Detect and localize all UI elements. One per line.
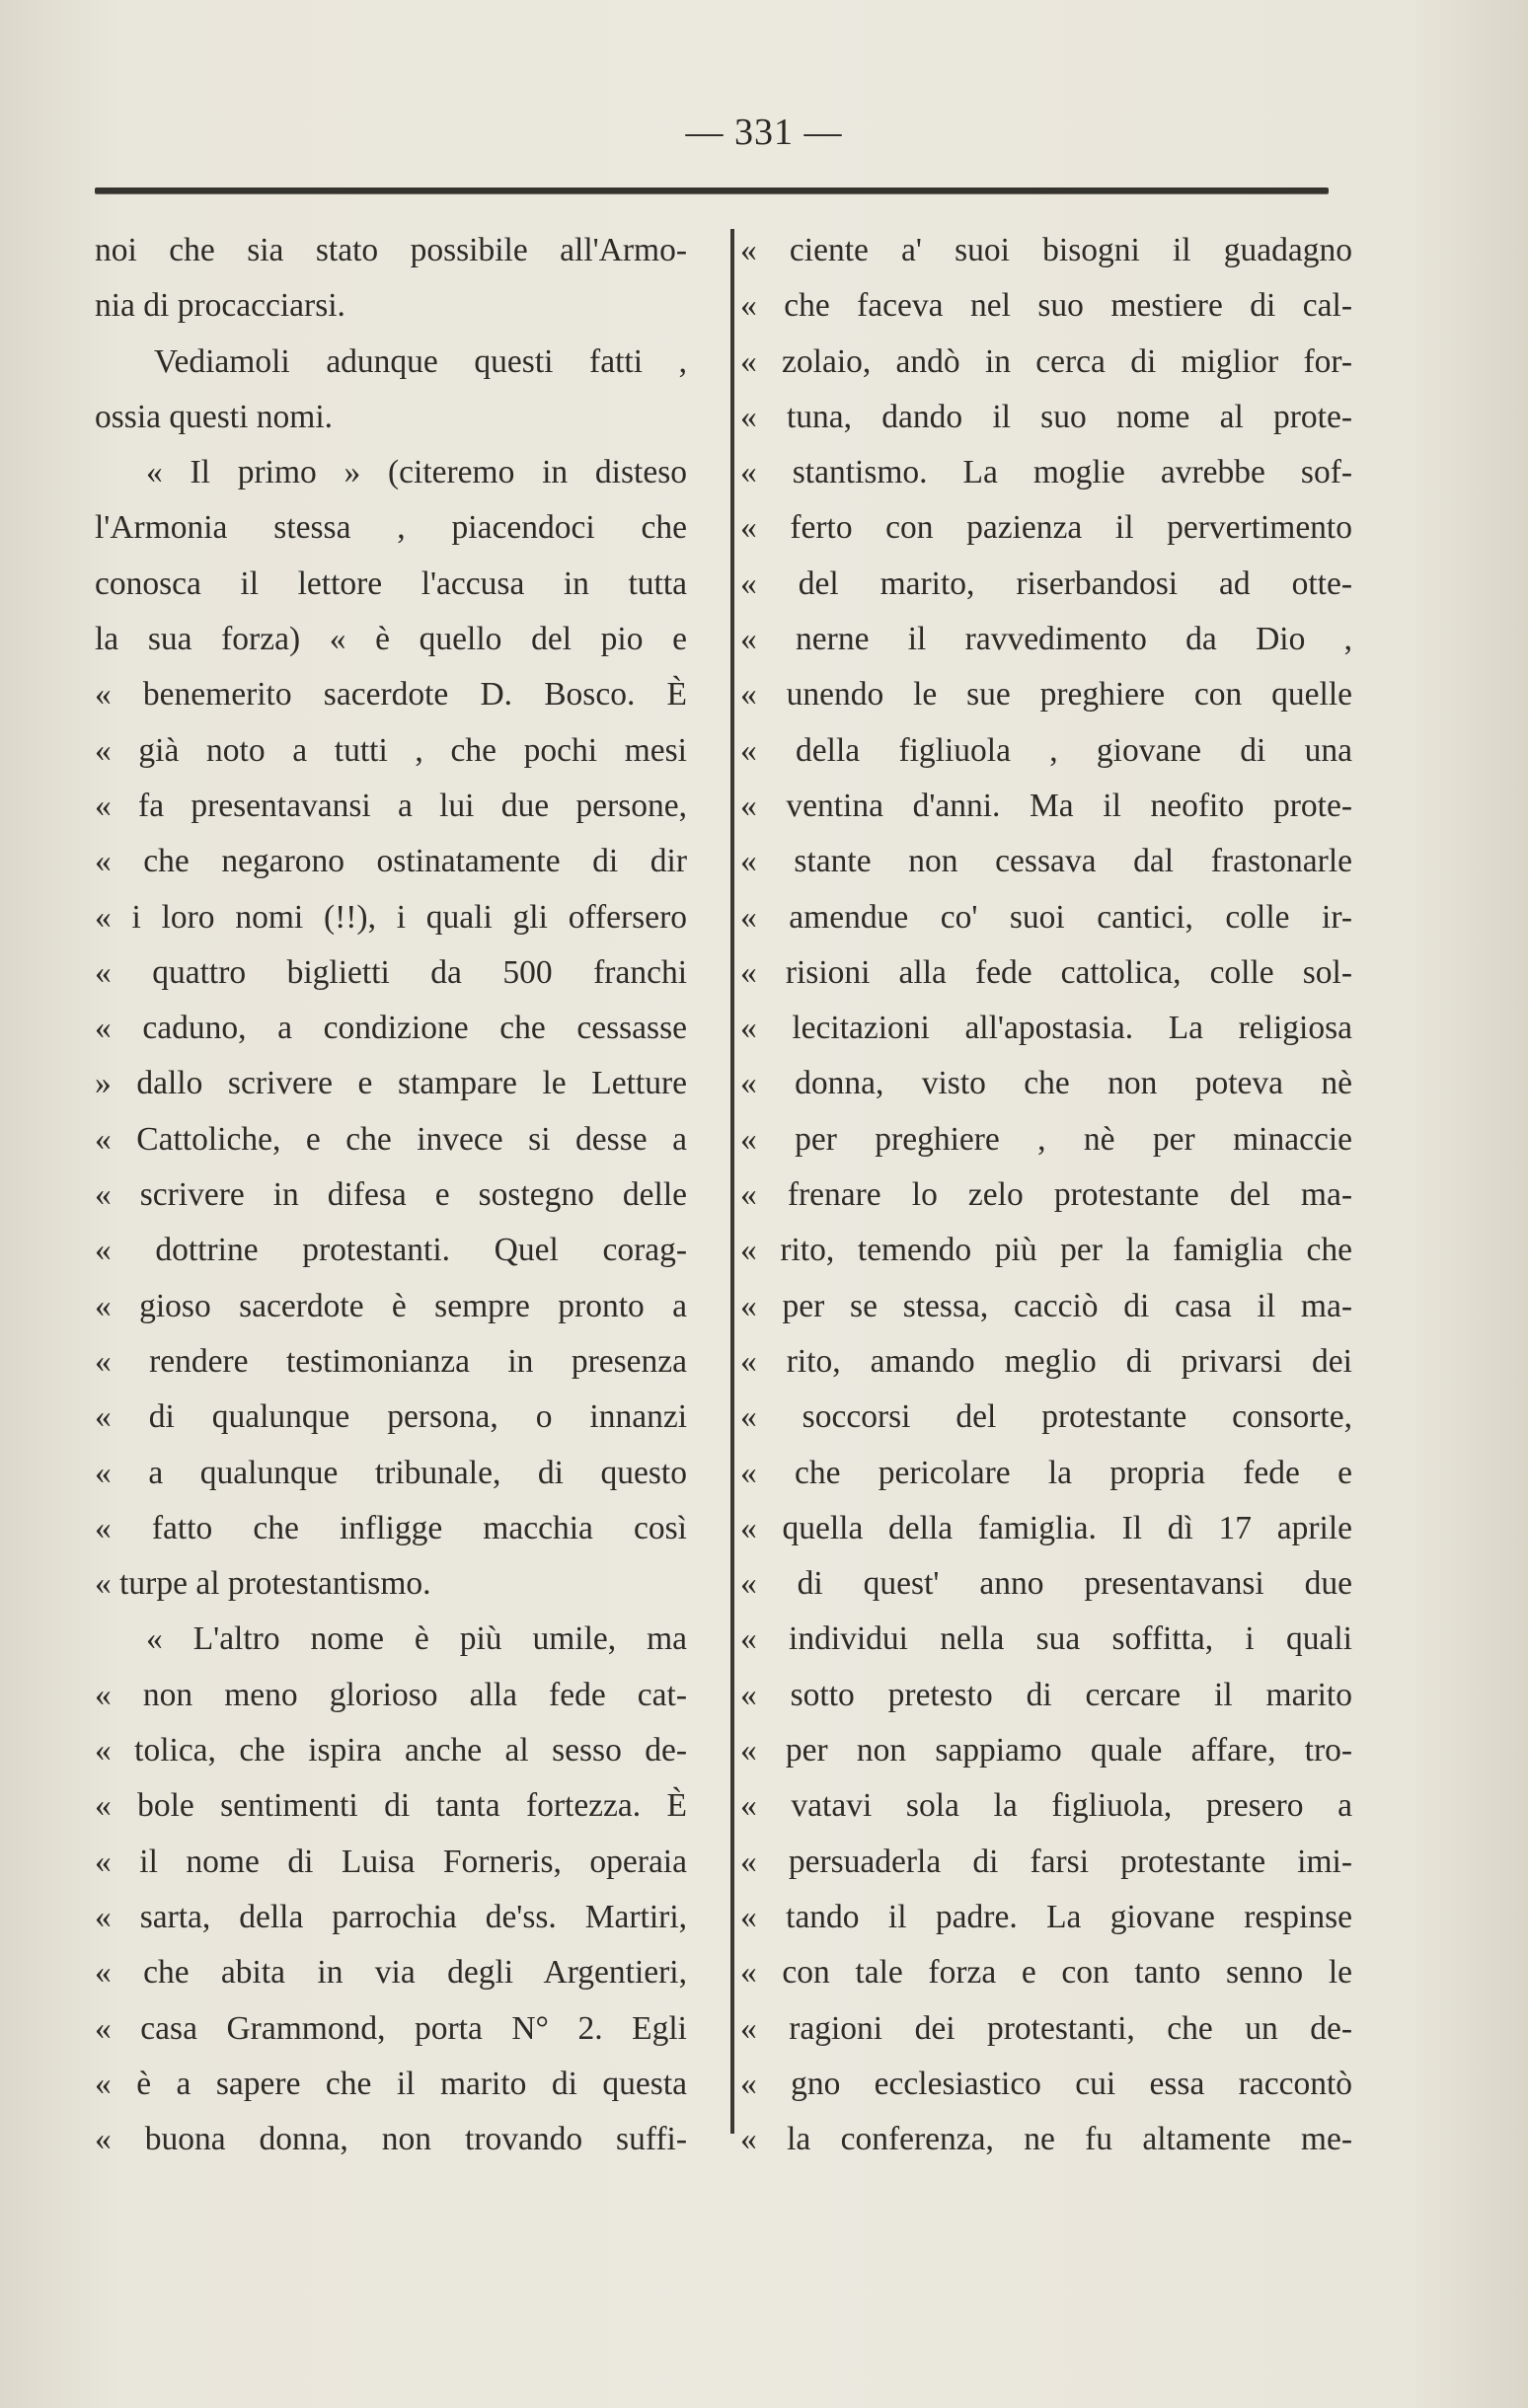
text-line: « sotto pretesto di cercare il marito — [740, 1676, 1352, 1713]
text-line: » dallo scrivere e stampare le Letture — [95, 1065, 687, 1102]
text-line: « rito, temendo più per la famiglia che — [740, 1232, 1352, 1269]
text-line: « che pericolare la propria fede e — [740, 1454, 1352, 1491]
text-line: « con tale forza e con tanto senno le — [740, 1954, 1352, 1992]
text-line: « soccorsi del protestante consorte, — [740, 1398, 1352, 1436]
text-line: « ciente a' suoi bisogni il guadagno — [740, 232, 1352, 268]
text-line: « non meno glorioso alla fede cat- — [95, 1676, 687, 1713]
text-line: « i loro nomi (!!), i quali gli offersero — [95, 898, 687, 936]
text-line: « unendo le sue preghiere con quelle — [740, 676, 1352, 714]
text-line: « gioso sacerdote è sempre pronto a — [95, 1287, 687, 1324]
text-line: « vatavi sola la figliuola, presero a — [740, 1787, 1352, 1825]
text-line: « per preghiere , nè per minaccie — [740, 1120, 1352, 1158]
text-line: « che abita in via degli Argentieri, — [95, 1954, 687, 1992]
text-line: noi che sia stato possibile all'Armo- — [95, 232, 687, 268]
text-line: « ferto con pazienza il pervertimento — [740, 509, 1352, 547]
text-line: Vediamoli adunque questi fatti , — [154, 342, 687, 380]
text-line: « turpe al protestantismo. — [95, 1565, 431, 1603]
text-line: « donna, visto che non poteva nè — [740, 1065, 1352, 1102]
text-line: « è a sapere che il marito di questa — [95, 2065, 687, 2102]
text-line: « quattro biglietti da 500 franchi — [95, 953, 687, 991]
text-line: « del marito, riserbandosi ad otte- — [740, 564, 1352, 602]
text-line: « amendue co' suoi cantici, colle ir- — [740, 898, 1352, 936]
text-line: « per se stessa, cacciò di casa il ma- — [740, 1287, 1352, 1324]
text-line: « risioni alla fede cattolica, colle sol- — [740, 953, 1352, 991]
text-line: « di qualunque persona, o innanzi — [95, 1398, 687, 1436]
text-line: « benemerito sacerdote D. Bosco. È — [95, 676, 687, 714]
text-line: « casa Grammond, porta N° 2. Egli — [95, 2009, 687, 2047]
text-line: ossia questi nomi. — [95, 398, 334, 435]
page-number: — 331 — — [685, 112, 843, 153]
text-line: « individui nella sua soffitta, i quali — [740, 1620, 1352, 1658]
text-line: « frenare lo zelo protestante del ma- — [740, 1176, 1352, 1214]
text-line: « L'altro nome è più umile, ma — [146, 1620, 687, 1658]
text-line: « ventina d'anni. Ma il neofito prote- — [740, 787, 1352, 824]
text-line: « tuna, dando il suo nome al prote- — [740, 398, 1352, 435]
text-line: « per non sappiamo quale affare, tro- — [740, 1732, 1352, 1769]
text-line: l'Armonia stessa , piacendoci che — [95, 509, 687, 547]
text-line: « zolaio, andò in cerca di miglior for- — [740, 342, 1352, 380]
column-divider — [730, 229, 734, 2134]
text-line: « il nome di Luisa Forneris, operaia — [95, 1843, 687, 1880]
text-line: « Il primo » (citeremo in disteso — [146, 454, 687, 491]
text-line: « fatto che infligge macchia così — [95, 1509, 687, 1546]
text-line: « stante non cessava dal frastonarle — [740, 843, 1352, 880]
text-line: « dottrine protestanti. Quel corag- — [95, 1232, 687, 1269]
header-rule — [95, 188, 1329, 193]
text-line: « che faceva nel suo mestiere di cal- — [740, 287, 1352, 325]
text-line: « della figliuola , giovane di una — [740, 731, 1352, 769]
text-line: « persuaderla di farsi protestante imi- — [740, 1843, 1352, 1880]
text-line: « bole sentimenti di tanta fortezza. È — [95, 1787, 687, 1825]
text-line: « tolica, che ispira anche al sesso de- — [95, 1732, 687, 1769]
text-line: « rendere testimonianza in presenza — [95, 1342, 687, 1380]
text-line: « quella della famiglia. Il dì 17 aprile — [740, 1509, 1352, 1546]
text-line: « sarta, della parrochia de'ss. Martiri, — [95, 1898, 687, 1935]
text-line: « di quest' anno presentavansi due — [740, 1565, 1352, 1603]
text-line: « gno ecclesiastico cui essa raccontò — [740, 2065, 1352, 2102]
text-line: « la conferenza, ne fu altamente me- — [740, 2121, 1352, 2158]
text-line: « buona donna, non trovando suffi- — [95, 2121, 687, 2158]
text-line: « fa presentavansi a lui due persone, — [95, 787, 687, 824]
text-line: « rito, amando meglio di privarsi dei — [740, 1342, 1352, 1380]
text-line: « lecitazioni all'apostasia. La religiosa — [740, 1010, 1352, 1047]
right-column — [740, 223, 1352, 2167]
text-line: « ragioni dei protestanti, che un de- — [740, 2009, 1352, 2047]
text-line: « scrivere in difesa e sostegno delle — [95, 1176, 687, 1214]
text-line: « Cattoliche, e che invece si desse a — [95, 1120, 687, 1158]
text-line: « tando il padre. La giovane respinse — [740, 1898, 1352, 1935]
text-line: « caduno, a condizione che cessasse — [95, 1010, 687, 1047]
text-line: conosca il lettore l'accusa in tutta — [95, 564, 687, 602]
text-line: « già noto a tutti , che pochi mesi — [95, 731, 687, 769]
left-column — [95, 223, 687, 2167]
text-line: « a qualunque tribunale, di questo — [95, 1454, 687, 1491]
text-line: « nerne il ravvedimento da Dio , — [740, 621, 1352, 658]
text-line: « che negarono ostinatamente di dir — [95, 843, 687, 880]
text-line: nia di procacciarsi. — [95, 287, 345, 325]
text-line: « stantismo. La moglie avrebbe sof- — [740, 454, 1352, 491]
text-line: la sua forza) « è quello del pio e — [95, 621, 687, 658]
